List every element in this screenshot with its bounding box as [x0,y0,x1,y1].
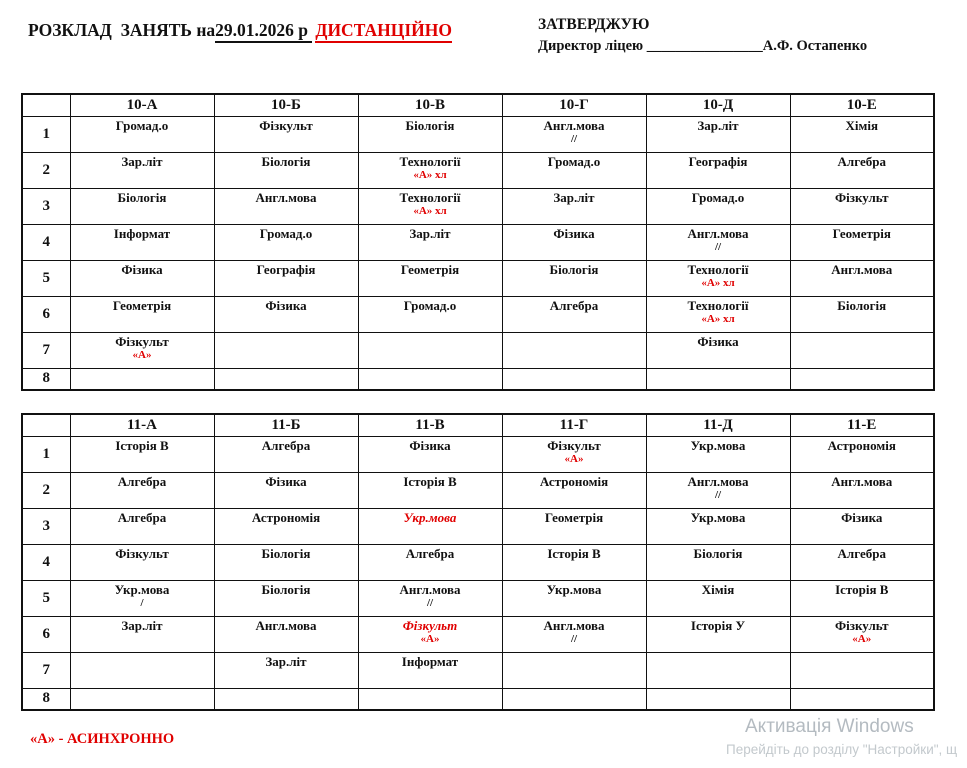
subject-cell [70,688,214,710]
subject-cell [790,616,934,652]
subject-name: Фізкульт [402,617,458,633]
subject-cell [646,688,790,710]
subject-cell [70,652,214,688]
title-date: 29.01.2026 р [215,20,312,43]
async-marker: «А» [420,633,440,646]
class-column-header: 11-Е [790,414,934,436]
subject-cell [502,296,646,332]
subject-name: Алгебра [261,437,311,453]
subject-name: Біологія [837,297,887,313]
subject-name: Англ.мова [831,261,893,277]
subject-cell [646,296,790,332]
subject-cell [502,260,646,296]
period-number: 7 [22,652,70,688]
period-number: 2 [22,472,70,508]
subject-cell [790,260,934,296]
subject-name: Фізкульт [115,545,169,561]
subject-cell [502,188,646,224]
schedule-row [22,152,934,188]
schedule-row [22,652,934,688]
approval-heading: ЗАТВЕРДЖУЮ [538,16,650,33]
subject-cell [214,472,358,508]
subject-cell [790,368,934,390]
subject-name: Алгебра [837,545,886,561]
subject-cell [790,508,934,544]
schedule-table-11 [21,413,935,711]
subject-cell [790,332,934,368]
subject-cell [70,368,214,390]
subject-name: Астрономія [251,509,321,525]
subject-cell [790,652,934,688]
subject-cell [70,116,214,152]
subject-cell [502,368,646,390]
subject-name: Громад.о [691,189,745,205]
schedule-row [22,472,934,508]
subject-cell [790,296,934,332]
subject-cell [70,580,214,616]
subject-name: Зар.літ [553,189,595,205]
subject-name: Хімія [701,581,735,597]
subject-cell [646,224,790,260]
subject-name: Зар.літ [265,653,307,669]
class-column-header: 10-В [358,94,502,116]
subject-name: Алгебра [837,153,886,169]
subject-cell [70,224,214,260]
subject-name: Фізика [265,297,307,313]
page-title [28,20,452,41]
approval-block [538,16,867,55]
schedule-row [22,188,934,224]
windows-activation-watermark [726,716,957,757]
subject-name: Історія В [115,437,169,453]
subject-cell [502,332,646,368]
subject-cell [646,436,790,472]
subject-cell [646,616,790,652]
subject-cell [502,688,646,710]
legend-async-note: «А» - АСИНХРОННО [30,731,175,747]
director-signature-line [538,38,867,55]
group-split-marker: // [570,133,578,146]
subject-name: Громад.о [115,117,169,133]
subject-name: Громад.о [547,153,601,169]
subject-cell [646,188,790,224]
subject-cell [502,616,646,652]
subject-cell [646,368,790,390]
subject-cell [358,580,502,616]
subject-cell [502,508,646,544]
subject-name: Укр.мова [403,509,457,525]
subject-name: Технології [399,153,461,169]
subject-cell [70,260,214,296]
subject-name: Фізика [265,473,307,489]
subject-cell [214,652,358,688]
subject-cell [214,188,358,224]
subject-cell [502,436,646,472]
subject-cell [358,544,502,580]
class-column-header: 11-Б [214,414,358,436]
subject-cell [70,296,214,332]
subject-cell [646,472,790,508]
schedule-row [22,436,934,472]
subject-cell [70,436,214,472]
subject-cell [646,652,790,688]
subject-cell [790,224,934,260]
subject-name: Англ.мова [255,617,317,633]
period-number: 2 [22,152,70,188]
subject-name: Біологія [405,117,455,133]
group-split-marker: // [426,597,434,610]
subject-name: Англ.мова [255,189,317,205]
schedule-row [22,580,934,616]
subject-name: Укр.мова [690,437,746,453]
period-number: 7 [22,332,70,368]
subject-name: Інформат [401,653,459,669]
schedule-row [22,260,934,296]
subject-name: Укр.мова [114,581,170,597]
subject-name: Технології [687,261,749,277]
subject-name: Зар.літ [409,225,451,241]
subject-name: Англ.мова [543,117,605,133]
subject-name: Фізика [841,509,883,525]
director-label: Директор ліцею [538,38,647,54]
subject-cell [790,188,934,224]
class-column-header: 11-В [358,414,502,436]
subject-name: Фізика [553,225,595,241]
subject-cell [646,508,790,544]
subject-name: Астрономія [827,437,896,453]
subject-cell [214,332,358,368]
subject-cell [358,436,502,472]
title-remote-mode: ДИСТАНЦІЙНО [315,20,452,43]
group-split-marker: // [714,241,722,254]
class-column-header: 11-Д [646,414,790,436]
subject-name: Алгебра [405,545,455,561]
subject-name: Англ.мова [399,581,461,597]
group-split-marker: // [714,489,722,502]
subject-cell [502,472,646,508]
director-name: А.Ф. Остапенко [762,38,868,54]
subject-name: Біологія [693,545,743,561]
subject-cell [790,544,934,580]
subject-cell [502,544,646,580]
header-row [22,94,934,116]
title-text: РОЗКЛАД ЗАНЯТЬ на [28,20,216,40]
subject-cell [70,544,214,580]
subject-name: Геометрія [112,297,172,313]
subject-cell [358,260,502,296]
subject-name: Фізика [121,261,163,277]
async-marker: «А» [852,633,872,646]
subject-cell [214,260,358,296]
subject-name: Біологія [549,261,599,277]
period-number: 1 [22,436,70,472]
subject-name: Алгебра [117,473,167,489]
subject-name: Зар.літ [697,117,739,133]
subject-cell [502,224,646,260]
subject-name: Біологія [261,545,311,561]
subject-cell [70,508,214,544]
period-number: 3 [22,188,70,224]
subject-name: Технології [399,189,461,205]
subject-cell [70,152,214,188]
subject-cell [214,152,358,188]
subject-name: Алгебра [117,509,167,525]
subject-name: Фізкульт [115,333,169,349]
period-number: 8 [22,688,70,710]
subject-cell [358,616,502,652]
subject-name: Історія В [835,581,889,597]
subject-cell [790,472,934,508]
subject-cell [502,580,646,616]
tables-container [21,93,935,711]
subject-cell [502,116,646,152]
subject-cell [214,368,358,390]
subject-cell [358,296,502,332]
subject-cell [646,116,790,152]
subject-cell [214,224,358,260]
subject-cell [646,544,790,580]
subject-cell [790,116,934,152]
async-marker: «А» хл [701,313,735,326]
subject-name: Географія [688,153,748,169]
subject-name: Біологія [117,189,167,205]
class-column-header: 10-Г [502,94,646,116]
subject-cell [358,224,502,260]
schedule-row [22,508,934,544]
subject-name: Геометрія [544,509,604,525]
subject-cell [790,152,934,188]
schedule-row [22,368,934,390]
subject-name: Фізкульт [834,189,889,205]
subject-name: Фізика [697,333,739,349]
subject-cell [790,688,934,710]
async-marker: «А» хл [413,205,447,218]
subject-cell [70,616,214,652]
period-number: 6 [22,616,70,652]
period-number: 1 [22,116,70,152]
subject-cell [358,368,502,390]
schedule-row [22,332,934,368]
watermark-title: Активація Windows [745,716,914,737]
subject-cell [646,580,790,616]
subject-cell [70,472,214,508]
schedule-table-10 [21,93,935,391]
subject-name: Технології [687,297,749,313]
period-number: 4 [22,224,70,260]
async-marker: «А» [564,453,584,466]
subject-name: Історія В [403,473,457,489]
subject-cell [646,260,790,296]
subject-cell [790,580,934,616]
subject-name: Англ.мова [687,225,749,241]
class-column-header: 10-Е [790,94,934,116]
subject-cell [214,688,358,710]
subject-name: Фізика [409,437,451,453]
subject-cell [646,332,790,368]
period-number: 6 [22,296,70,332]
subject-name: Біологія [261,581,311,597]
subject-name: Громад.о [259,225,313,241]
subject-name: Укр.мова [690,509,746,525]
subject-name: Англ.мова [831,473,893,489]
period-column-header [22,94,70,116]
subject-name: Геометрія [832,225,891,241]
group-split-marker: / [140,597,144,610]
period-number: 8 [22,368,70,390]
class-column-header: 10-Д [646,94,790,116]
subject-name: Астрономія [539,473,609,489]
subject-cell [502,152,646,188]
subject-cell [358,332,502,368]
subject-cell [358,472,502,508]
schedule-row [22,116,934,152]
subject-cell [214,508,358,544]
async-marker: «А» хл [701,277,735,290]
subject-name: Фізкульт [259,117,313,133]
schedule-row [22,544,934,580]
subject-name: Геометрія [400,261,460,277]
subject-name: Біологія [261,153,311,169]
period-number: 4 [22,544,70,580]
class-column-header: 11-А [70,414,214,436]
subject-cell [646,152,790,188]
subject-cell [214,544,358,580]
subject-name: Інформат [113,225,171,241]
schedule-row [22,224,934,260]
subject-cell [358,188,502,224]
watermark-subtitle: Перейдіть до розділу "Настройки", щ [726,742,958,757]
subject-name: Історія У [690,617,746,633]
schedule-row [22,296,934,332]
subject-cell [214,296,358,332]
subject-cell [214,436,358,472]
subject-name: Географія [256,261,316,277]
subject-cell [214,580,358,616]
async-marker: «А» [132,349,152,362]
header-row [22,414,934,436]
subject-cell [214,116,358,152]
class-column-header: 10-А [70,94,214,116]
subject-cell [358,116,502,152]
period-number: 5 [22,580,70,616]
subject-name: Зар.літ [121,153,163,169]
subject-name: Історія В [547,545,601,561]
subject-name: Укр.мова [546,581,602,597]
subject-cell [358,652,502,688]
subject-cell [214,616,358,652]
group-split-marker: // [570,633,578,646]
subject-cell [358,508,502,544]
subject-name: Фізкульт [547,437,601,453]
subject-cell [790,436,934,472]
subject-name: Хімія [845,117,878,133]
class-column-header: 10-Б [214,94,358,116]
signature-blank: ________________ [646,38,763,54]
class-column-header: 11-Г [502,414,646,436]
schedule-row [22,616,934,652]
subject-name: Англ.мова [687,473,749,489]
subject-name: Фізкульт [834,617,889,633]
subject-cell [502,652,646,688]
period-column-header [22,414,70,436]
subject-cell [358,152,502,188]
subject-name: Зар.літ [121,617,163,633]
subject-cell [70,188,214,224]
subject-cell [70,332,214,368]
schedule-row [22,688,934,710]
subject-cell [358,688,502,710]
subject-name: Англ.мова [543,617,605,633]
period-number: 5 [22,260,70,296]
subject-name: Громад.о [403,297,457,313]
period-number: 3 [22,508,70,544]
subject-name: Алгебра [549,297,599,313]
async-marker: «А» хл [413,169,447,182]
